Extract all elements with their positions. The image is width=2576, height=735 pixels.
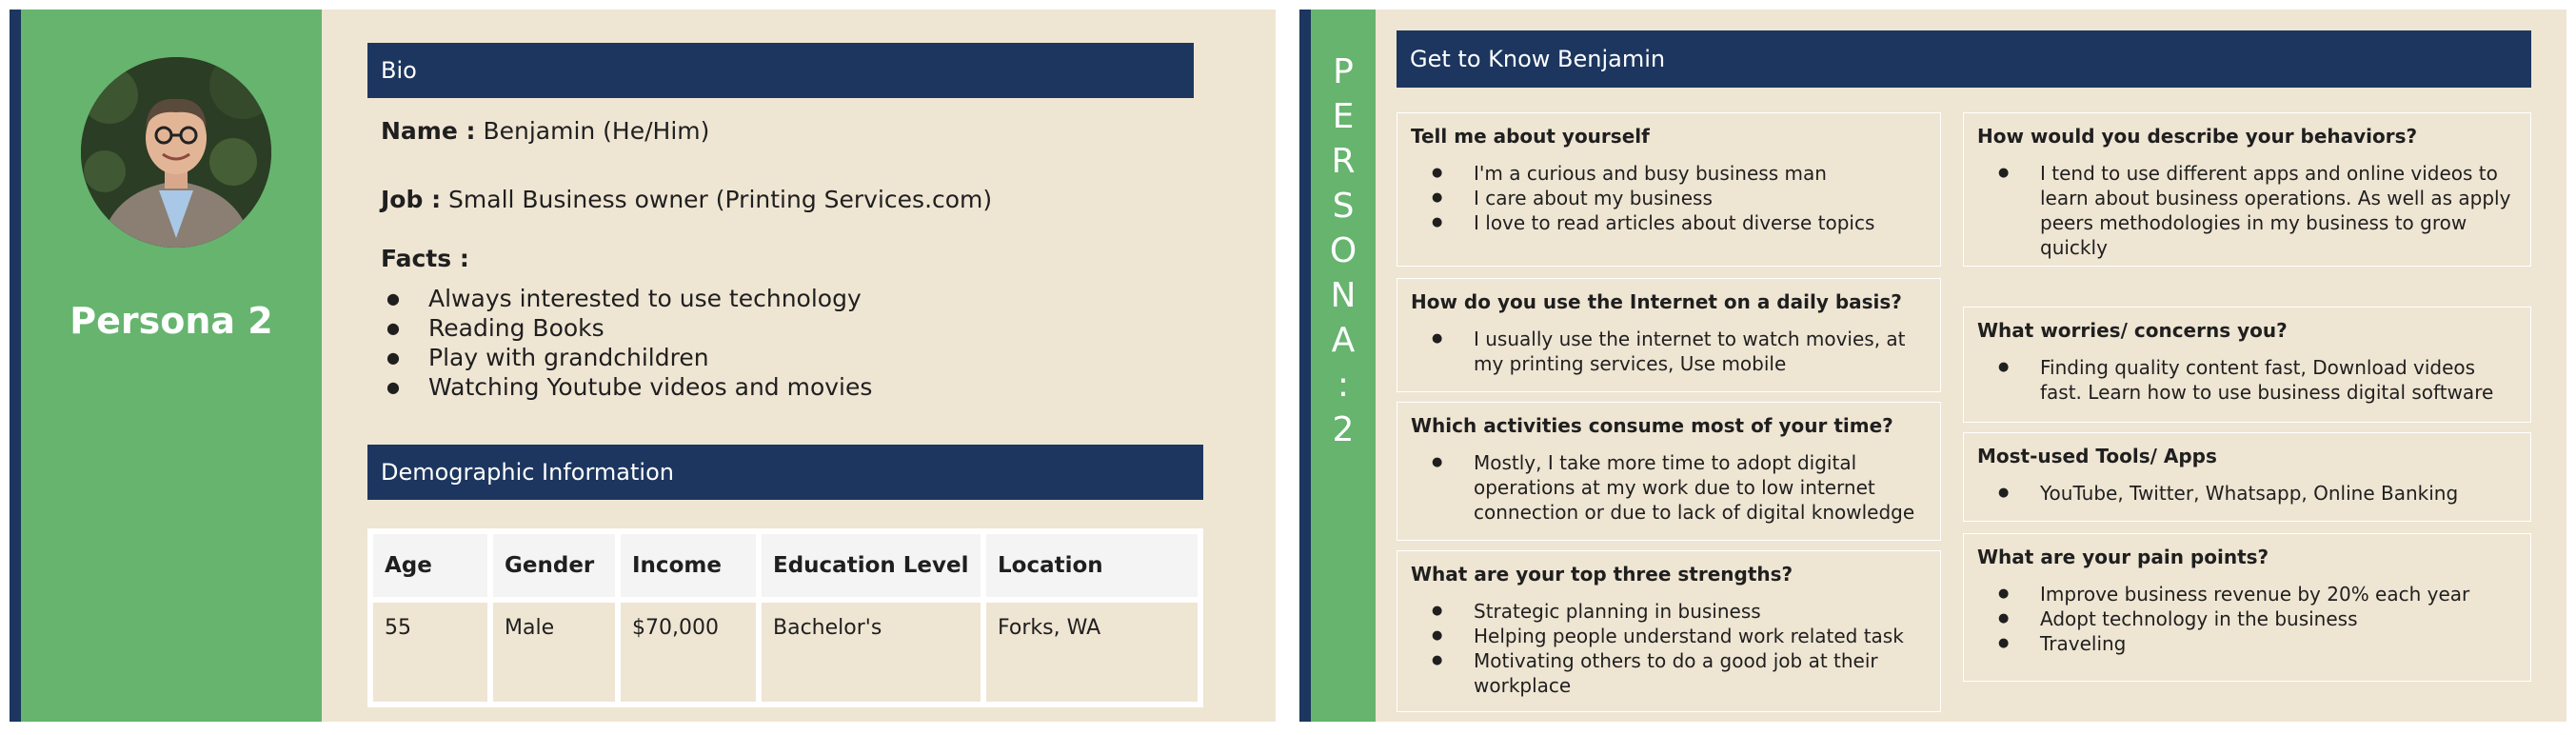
list-item: ● Strategic planning in business: [1411, 599, 1927, 624]
card-top-strengths: [1397, 550, 1941, 712]
card-worries: [1963, 307, 2531, 423]
job-label: Job :: [381, 186, 442, 213]
name-label: Name :: [381, 117, 476, 145]
get-to-know-header: Get to Know Benjamin: [1397, 30, 2531, 88]
card-question: Most-used Tools/ Apps: [1977, 445, 2217, 467]
list-item: ● Traveling: [1977, 631, 2517, 656]
cell-age: 55: [370, 600, 490, 705]
vertical-letter: N: [1330, 276, 1357, 315]
card-list: [1411, 599, 1927, 698]
list-item: ● Mostly, I take more time to adopt digital operations at my work due to low internet connection or due to lack of digital knowledge: [1411, 450, 1927, 525]
vertical-letter: S: [1332, 187, 1355, 226]
column-header-education: Education Level: [759, 531, 983, 600]
list-item: ● I care about my business: [1411, 186, 1927, 210]
vertical-letter: R: [1331, 142, 1356, 181]
list-item: ● Improve business revenue by 20% each year: [1977, 582, 2517, 606]
card-about-yourself: [1397, 112, 1941, 267]
column-header-gender: Gender: [490, 531, 618, 600]
cell-gender: Male: [490, 600, 618, 705]
job-value: Small Business owner (Printing Services.com): [441, 186, 993, 213]
fact-item: ● Watching Youtube videos and movies: [381, 372, 872, 402]
column-header-location: Location: [983, 531, 1200, 600]
bio-header: Bio: [367, 43, 1194, 98]
get-to-know-slide: [1299, 10, 2566, 722]
accent-strip: [1299, 10, 1311, 722]
persona-bio-slide: [10, 10, 1276, 722]
avatar: [81, 57, 271, 248]
cell-location: Forks, WA: [983, 600, 1200, 705]
accent-strip: [10, 10, 21, 722]
list-item: ● I love to read articles about diverse topics: [1411, 210, 1927, 235]
card-question: What worries/ concerns you?: [1977, 319, 2288, 342]
fact-item: ● Reading Books: [381, 313, 872, 343]
table-row: [370, 600, 1200, 705]
vertical-letter: :: [1337, 366, 1350, 405]
card-question: How do you use the Internet on a daily basis?: [1411, 290, 1902, 313]
card-tools-apps: [1963, 432, 2531, 522]
card-pain-points: [1963, 533, 2531, 682]
card-list: [1977, 481, 2517, 506]
card-question: What are your pain points?: [1977, 546, 2269, 568]
list-item: ● YouTube, Twitter, Whatsapp, Online Banking: [1977, 481, 2517, 506]
list-item: ● Adopt technology in the business: [1977, 606, 2517, 631]
column-header-income: Income: [618, 531, 759, 600]
card-question: Tell me about yourself: [1411, 125, 1650, 148]
card-list: [1977, 161, 2517, 260]
cell-income: $70,000: [618, 600, 759, 705]
card-internet-usage: [1397, 278, 1941, 392]
card-time-activities: [1397, 402, 1941, 541]
fact-item: ● Play with grandchildren: [381, 343, 872, 372]
facts-label: Facts :: [381, 245, 469, 272]
vertical-letter: P: [1333, 52, 1354, 91]
table-header-row: [370, 531, 1200, 600]
list-item: ● I tend to use different apps and online videos to learn about business operations. As well as apply peers methodologies in my business to grow quickly: [1977, 161, 2517, 260]
list-item: ● Helping people understand work related task: [1411, 624, 1927, 648]
persona-sidebar: [21, 10, 322, 722]
card-question: What are your top three strengths?: [1411, 563, 1793, 586]
card-list: [1977, 355, 2517, 405]
fact-item: ● Always interested to use technology: [381, 284, 872, 313]
list-item: ● I'm a curious and busy business man: [1411, 161, 1927, 186]
vertical-letter: O: [1329, 231, 1357, 270]
card-question: Which activities consume most of your time?: [1411, 414, 1893, 437]
persona-vertical-banner: [1311, 10, 1376, 722]
card-list: [1411, 327, 1927, 376]
vertical-letter: A: [1331, 321, 1356, 360]
card-list: [1411, 450, 1927, 525]
card-list: [1411, 161, 1927, 235]
list-item: ● Finding quality content fast, Download videos fast. Learn how to use business digital software: [1977, 355, 2517, 405]
persona-name: Persona 2: [69, 300, 273, 342]
card-question: How would you describe your behaviors?: [1977, 125, 2418, 148]
list-item: ● Motivating others to do a good job at their workplace: [1411, 648, 1927, 698]
name-value: Benjamin (He/Him): [475, 117, 710, 145]
column-header-age: Age: [370, 531, 490, 600]
demographic-header: Demographic Information: [367, 445, 1203, 500]
name-line: [381, 117, 709, 145]
vertical-letter: 2: [1332, 410, 1355, 449]
card-behaviors: [1963, 112, 2531, 267]
list-item: ● I usually use the internet to watch movies, at my printing services, Use mobile: [1411, 327, 1927, 376]
cell-education: Bachelor's: [759, 600, 983, 705]
demographic-table: [367, 528, 1203, 707]
job-line: [381, 186, 992, 213]
card-list: [1977, 582, 2517, 656]
facts-list: [381, 284, 872, 402]
vertical-letter: E: [1332, 97, 1355, 136]
persona-photo-icon: [81, 57, 271, 248]
